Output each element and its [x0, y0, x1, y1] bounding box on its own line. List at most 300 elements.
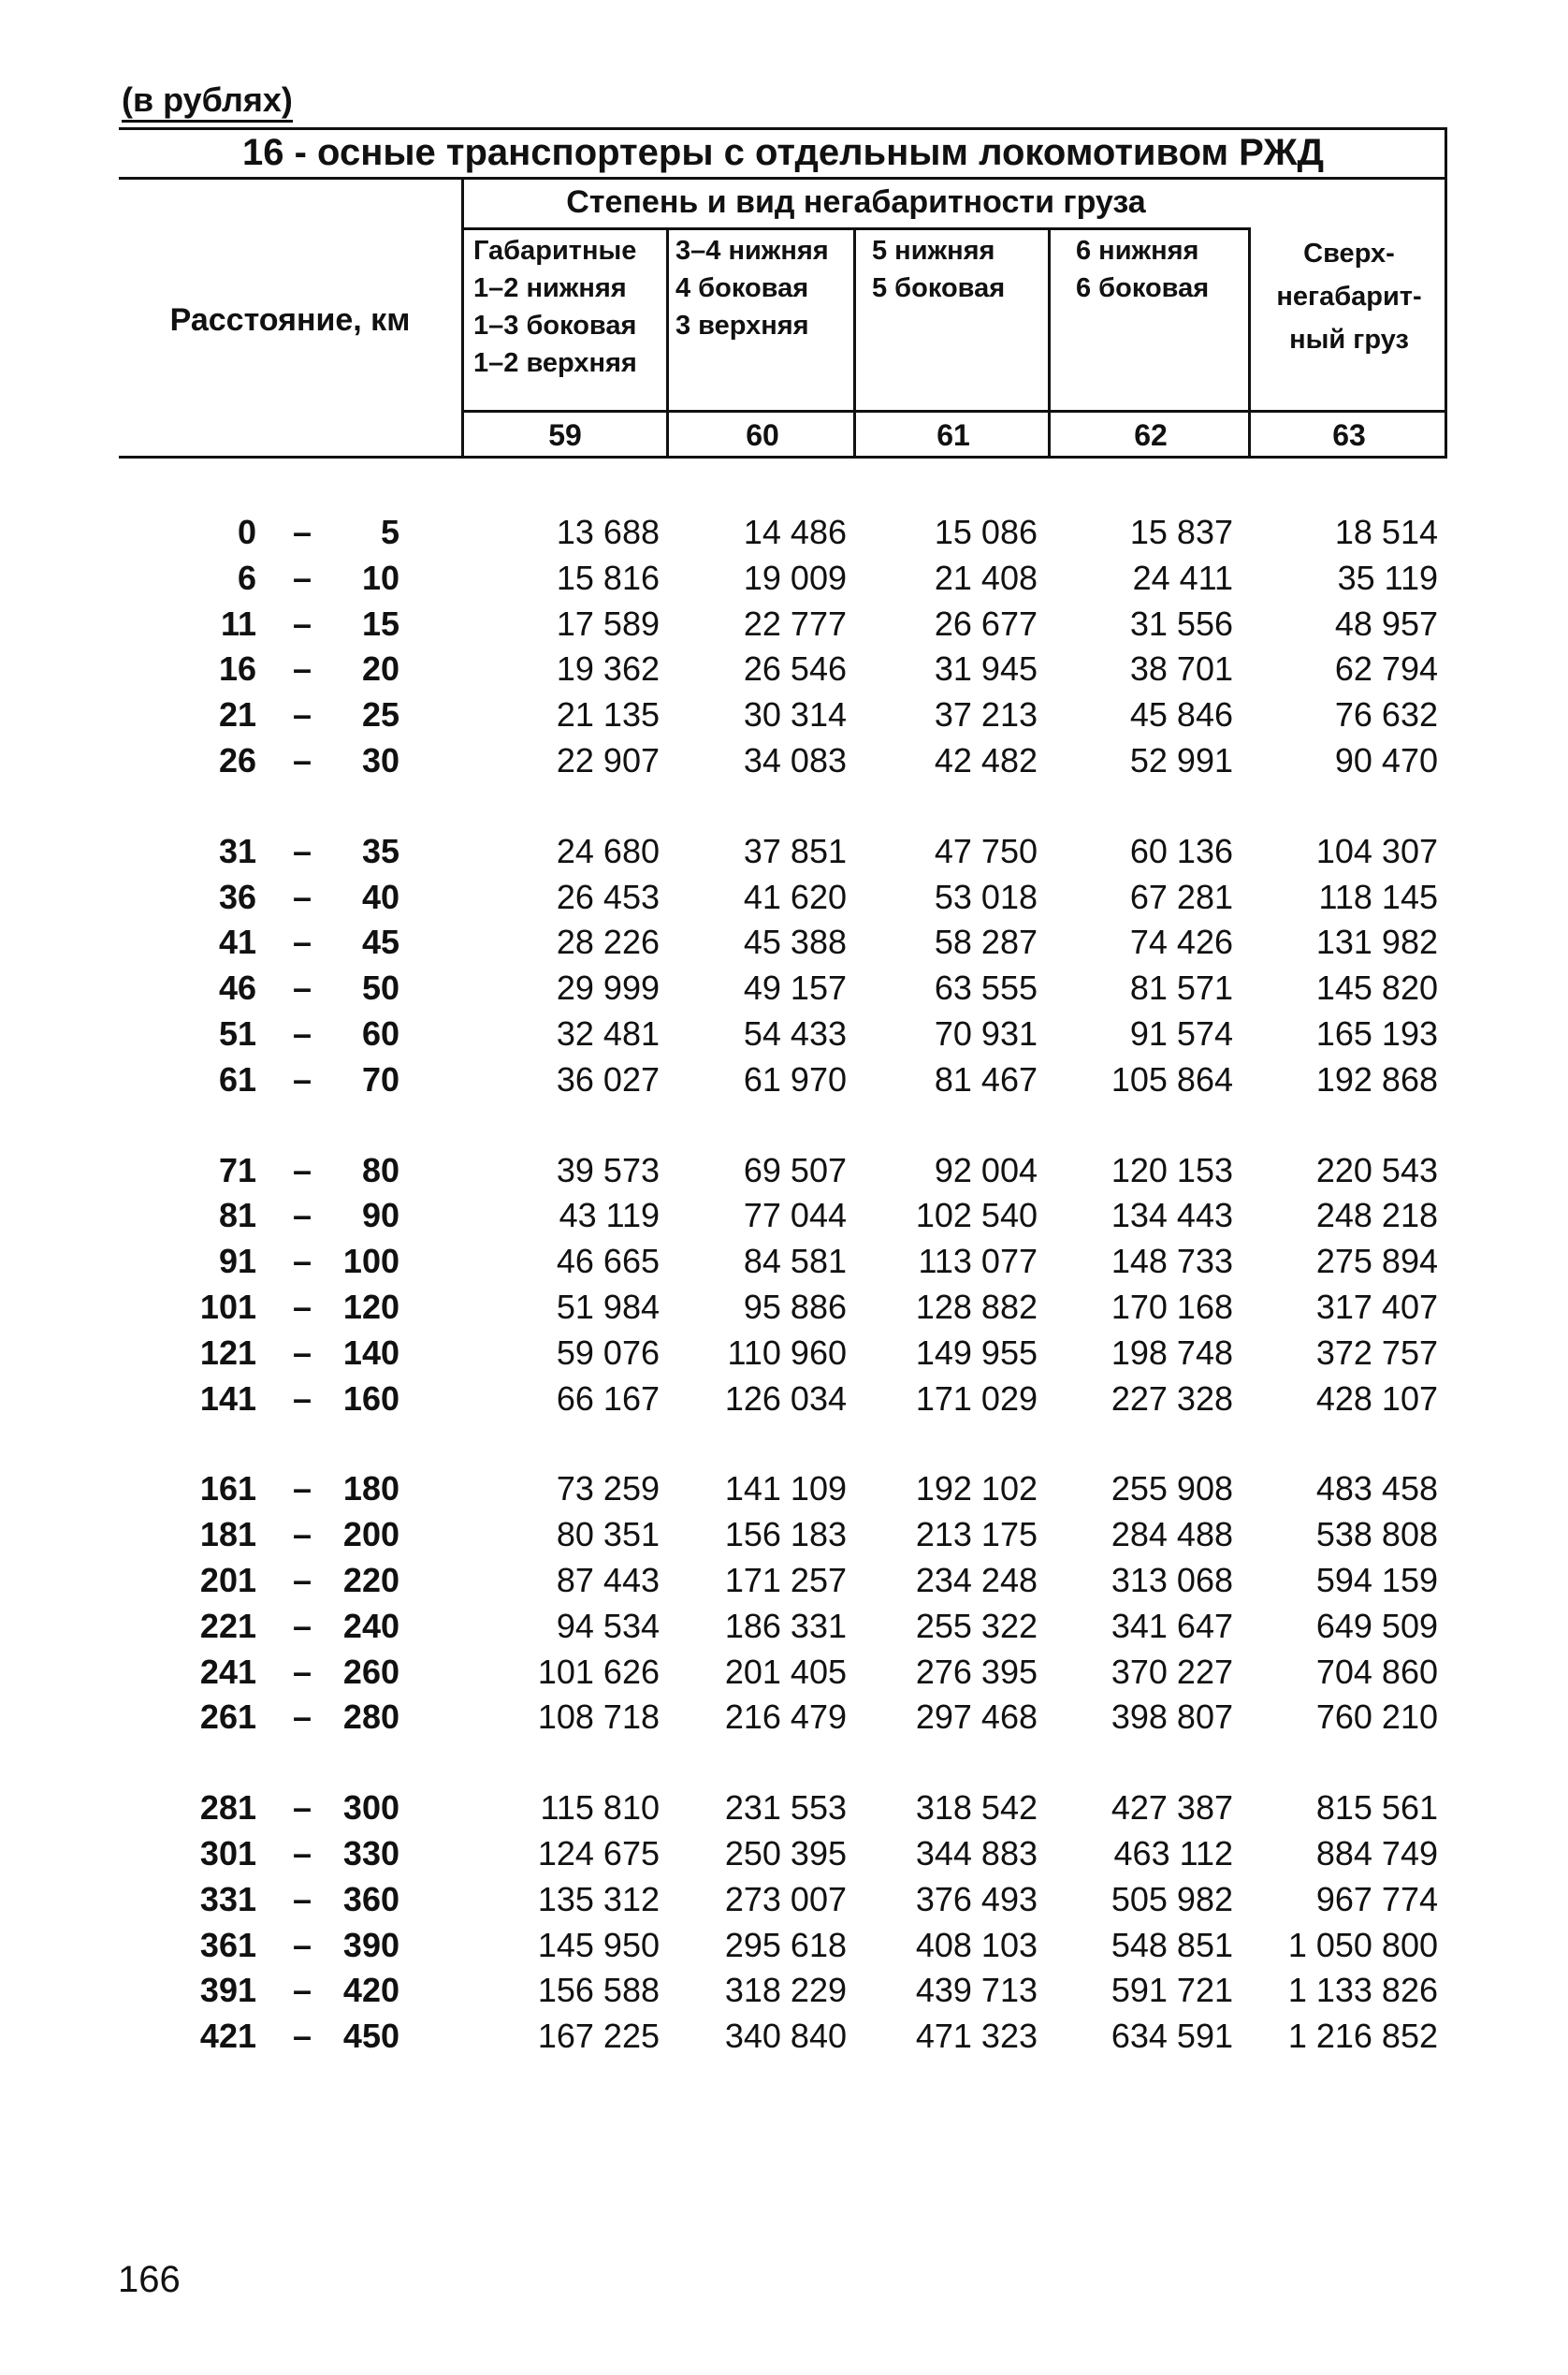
price-cell: 22 907	[556, 740, 660, 780]
price-cell: 149 955	[915, 1333, 1038, 1372]
price-cell: 37 213	[934, 695, 1038, 735]
distance-from: 301	[199, 1833, 256, 1872]
price-cell: 483 458	[1315, 1469, 1438, 1508]
range-dash: –	[292, 1606, 312, 1645]
col-61-line-2: 5 боковая	[872, 273, 1006, 303]
price-cell: 192 102	[915, 1469, 1038, 1508]
distance-to: 200	[342, 1515, 399, 1554]
range-dash: –	[292, 923, 312, 962]
table-row	[119, 1057, 1447, 1103]
range-dash: –	[292, 1879, 312, 1918]
col-60-header	[672, 232, 857, 344]
col-59-line-3: 1–3 боковая	[473, 311, 637, 341]
table-row	[119, 1466, 1447, 1512]
col-60-code: 60	[746, 418, 779, 452]
col-59-line-2: 1–2 нижняя	[473, 273, 627, 303]
row-group	[119, 829, 1447, 1103]
distance-to: 20	[361, 649, 399, 689]
page-number: 166	[118, 2259, 181, 2300]
price-cell: 198 748	[1111, 1333, 1233, 1372]
table-row	[119, 1650, 1447, 1696]
price-cell: 124 675	[537, 1833, 660, 1872]
price-cell: 28 226	[556, 923, 660, 962]
price-cell: 15 837	[1129, 513, 1233, 551]
price-cell: 884 749	[1315, 1833, 1438, 1872]
distance-to: 45	[361, 923, 399, 962]
col-60-line-3: 3 верхняя	[675, 311, 809, 341]
price-cell: 49 157	[743, 969, 847, 1008]
price-cell: 22 777	[743, 604, 847, 643]
price-cell: 1 216 852	[1287, 2017, 1438, 2056]
price-cell: 220 543	[1315, 1150, 1438, 1189]
distance-to: 280	[342, 1697, 399, 1737]
distance-to: 15	[361, 604, 399, 643]
range-dash: –	[292, 1242, 312, 1281]
col-59-code: 59	[548, 418, 582, 452]
table-row	[119, 1512, 1447, 1558]
distance-to: 50	[361, 969, 399, 1008]
table-row	[119, 1377, 1447, 1422]
price-cell: 463 112	[1113, 1833, 1233, 1872]
price-cell: 398 807	[1111, 1697, 1233, 1737]
price-cell: 26 453	[556, 877, 660, 916]
distance-from: 11	[220, 604, 256, 643]
col-61-line-1: 5 нижняя	[872, 236, 995, 266]
price-cell: 594 159	[1315, 1560, 1438, 1599]
price-cell: 84 581	[743, 1242, 847, 1281]
table-row	[119, 1239, 1447, 1285]
distance-to: 70	[361, 1059, 399, 1099]
distance-to: 120	[342, 1287, 399, 1326]
price-cell: 201 405	[724, 1652, 847, 1691]
price-cell: 104 307	[1315, 831, 1438, 870]
range-dash: –	[292, 1652, 312, 1691]
price-cell: 128 882	[915, 1287, 1038, 1326]
distance-to: 140	[342, 1333, 399, 1372]
distance-from: 21	[218, 695, 256, 735]
price-cell: 24 411	[1132, 558, 1233, 597]
distance-to: 60	[361, 1013, 399, 1053]
col-63-header	[1254, 232, 1445, 361]
range-dash: –	[292, 740, 312, 780]
distance-from: 201	[199, 1560, 256, 1599]
distance-to: 260	[342, 1652, 399, 1691]
col-62-header	[1053, 232, 1270, 307]
price-cell: 95 886	[743, 1287, 847, 1326]
price-cell: 81 571	[1129, 969, 1233, 1008]
price-cell: 317 407	[1315, 1287, 1438, 1326]
distance-from: 31	[218, 831, 256, 870]
price-cell: 297 468	[915, 1697, 1038, 1737]
price-cell: 108 718	[537, 1697, 660, 1737]
price-cell: 318 542	[915, 1788, 1038, 1828]
table-row	[119, 1285, 1447, 1331]
price-cell: 156 588	[537, 1971, 660, 2010]
price-cell: 47 750	[934, 831, 1038, 870]
price-cell: 61 970	[743, 1059, 847, 1099]
distance-to: 10	[361, 558, 399, 597]
price-cell: 234 248	[915, 1560, 1038, 1599]
col-63-line-1: Сверх-	[1303, 239, 1395, 269]
price-cell: 344 883	[915, 1833, 1038, 1872]
distance-to: 180	[342, 1469, 399, 1508]
range-dash: –	[292, 1788, 312, 1828]
table-row	[119, 829, 1447, 875]
table-row	[119, 1012, 1447, 1057]
range-dash: –	[292, 1378, 312, 1418]
col-61-code: 61	[936, 418, 970, 452]
price-cell: 634 591	[1111, 2017, 1233, 2056]
table-row	[119, 692, 1447, 738]
price-cell: 31 556	[1129, 604, 1233, 643]
price-cell: 45 846	[1129, 695, 1233, 735]
distance-from: 6	[237, 558, 256, 597]
range-dash: –	[292, 1059, 312, 1099]
col-62-code: 62	[1134, 418, 1168, 452]
price-cell: 340 840	[724, 2017, 847, 2056]
price-cell: 216 479	[724, 1697, 847, 1737]
price-cell: 24 680	[556, 831, 660, 870]
range-dash: –	[292, 1469, 312, 1508]
range-dash: –	[292, 969, 312, 1008]
price-cell: 45 388	[743, 923, 847, 962]
distance-to: 5	[380, 513, 399, 551]
price-cell: 70 931	[934, 1013, 1038, 1053]
distance-to: 25	[361, 695, 399, 735]
price-cell: 408 103	[915, 1925, 1038, 1964]
distance-from: 241	[199, 1652, 256, 1691]
price-cell: 105 864	[1111, 1059, 1233, 1099]
distance-from: 91	[218, 1242, 256, 1281]
price-cell: 135 312	[537, 1879, 660, 1918]
range-dash: –	[292, 1971, 312, 2010]
unit-label: (в рублях)	[122, 80, 293, 120]
row-group	[119, 1466, 1447, 1741]
price-cell: 41 620	[743, 877, 847, 916]
price-cell: 255 908	[1111, 1469, 1233, 1508]
distance-to: 450	[342, 2017, 399, 2056]
price-cell: 156 183	[724, 1515, 847, 1554]
table-row	[119, 738, 1447, 784]
price-cell: 141 109	[724, 1469, 847, 1508]
price-cell: 427 387	[1111, 1788, 1233, 1828]
price-cell: 170 168	[1111, 1287, 1233, 1326]
price-cell: 35 119	[1337, 558, 1438, 597]
price-cell: 548 851	[1111, 1925, 1233, 1964]
price-cell: 341 647	[1111, 1606, 1233, 1645]
price-cell: 428 107	[1315, 1378, 1438, 1418]
table-row	[119, 2014, 1447, 2060]
range-dash: –	[292, 1196, 312, 1235]
price-cell: 34 083	[743, 740, 847, 780]
distance-from: 161	[199, 1469, 256, 1508]
price-cell: 92 004	[934, 1150, 1038, 1189]
price-cell: 471 323	[915, 2017, 1038, 2056]
distance-from: 46	[218, 969, 256, 1008]
distance-to: 360	[342, 1879, 399, 1918]
price-cell: 19 009	[743, 558, 847, 597]
price-cell: 760 210	[1315, 1697, 1438, 1737]
price-cell: 29 999	[556, 969, 660, 1008]
distance-from: 281	[199, 1788, 256, 1828]
distance-from: 41	[218, 923, 256, 962]
price-cell: 91 574	[1129, 1013, 1233, 1053]
table-row	[119, 1558, 1447, 1604]
distance-from: 261	[199, 1697, 256, 1737]
price-cell: 167 225	[537, 2017, 660, 2056]
price-cell: 63 555	[934, 969, 1038, 1008]
table-row	[119, 1923, 1447, 1969]
distance-from: 391	[199, 1971, 256, 2010]
price-cell: 59 076	[556, 1333, 660, 1372]
price-cell: 90 470	[1334, 740, 1438, 780]
price-cell: 276 395	[915, 1652, 1038, 1691]
price-cell: 313 068	[1111, 1560, 1233, 1599]
price-cell: 171 257	[724, 1560, 847, 1599]
price-cell: 118 145	[1318, 877, 1438, 916]
range-dash: –	[292, 1150, 312, 1189]
table-row	[119, 1695, 1447, 1741]
distance-to: 40	[361, 877, 399, 916]
table-row	[119, 1148, 1447, 1194]
price-cell: 102 540	[915, 1196, 1038, 1235]
price-cell: 505 982	[1111, 1879, 1233, 1918]
range-dash: –	[292, 1697, 312, 1737]
table-title: 16 - осные транспортеры с отдельным локомотивом РЖД	[242, 132, 1324, 173]
range-dash: –	[292, 1013, 312, 1053]
col-62-line-1: 6 нижняя	[1076, 236, 1199, 266]
col-60-line-1: 3–4 нижняя	[675, 236, 829, 266]
price-cell: 370 227	[1111, 1652, 1233, 1691]
range-dash: –	[292, 1287, 312, 1326]
table-row	[119, 1785, 1447, 1831]
price-cell: 110 960	[727, 1333, 847, 1372]
price-cell: 74 426	[1129, 923, 1233, 962]
price-cell: 62 794	[1334, 649, 1438, 689]
price-cell: 80 351	[556, 1515, 660, 1554]
col-62-line-2: 6 боковая	[1076, 273, 1210, 303]
price-cell: 704 860	[1315, 1652, 1438, 1691]
distance-from: 61	[218, 1059, 256, 1099]
price-cell: 26 677	[934, 604, 1038, 643]
price-cell: 213 175	[915, 1515, 1038, 1554]
table-row	[119, 602, 1447, 648]
col-59-line-1: Габаритные	[473, 236, 637, 266]
price-cell: 591 721	[1111, 1971, 1233, 2010]
distance-to: 240	[342, 1606, 399, 1645]
distance-from: 71	[218, 1150, 256, 1189]
price-cell: 231 553	[724, 1788, 847, 1828]
distance-from: 361	[199, 1925, 256, 1964]
price-cell: 81 467	[934, 1059, 1038, 1099]
table-row	[119, 966, 1447, 1012]
price-cell: 42 482	[934, 740, 1038, 780]
price-cell: 51 984	[556, 1287, 660, 1326]
price-cell: 19 362	[556, 649, 660, 689]
price-cell: 295 618	[724, 1925, 847, 1964]
price-cell: 967 774	[1315, 1879, 1438, 1918]
range-dash: –	[292, 1833, 312, 1872]
price-cell: 77 044	[743, 1196, 847, 1235]
table-row	[119, 647, 1447, 692]
distance-from: 331	[199, 1879, 256, 1918]
price-cell: 69 507	[743, 1150, 847, 1189]
distance-from: 0	[237, 513, 256, 551]
price-cell: 126 034	[724, 1378, 847, 1418]
price-cell: 227 328	[1111, 1378, 1233, 1418]
price-cell: 14 486	[743, 513, 847, 551]
price-cell: 17 589	[556, 604, 660, 643]
price-cell: 76 632	[1334, 695, 1438, 735]
price-cell: 87 443	[556, 1560, 660, 1599]
price-cell: 94 534	[556, 1606, 660, 1645]
table-row	[119, 875, 1447, 921]
range-dash: –	[292, 831, 312, 870]
price-cell: 538 808	[1315, 1515, 1438, 1554]
distance-from: 51	[218, 1013, 256, 1053]
price-cell: 15 086	[934, 513, 1038, 551]
range-dash: –	[292, 1925, 312, 1964]
price-cell: 66 167	[556, 1378, 660, 1418]
price-cell: 186 331	[724, 1606, 847, 1645]
price-cell: 318 229	[724, 1971, 847, 2010]
price-cell: 21 408	[934, 558, 1038, 597]
price-cell: 32 481	[556, 1013, 660, 1053]
price-cell: 21 135	[556, 695, 660, 735]
table-body	[119, 510, 1447, 2105]
range-dash: –	[292, 2017, 312, 2056]
price-cell: 53 018	[934, 877, 1038, 916]
table-row	[119, 510, 1447, 556]
price-cell: 54 433	[743, 1013, 847, 1053]
row-group	[119, 510, 1447, 784]
table-row	[119, 556, 1447, 602]
price-cell: 192 868	[1315, 1059, 1438, 1099]
price-cell: 30 314	[743, 695, 847, 735]
price-cell: 131 982	[1315, 923, 1438, 962]
range-dash: –	[292, 1560, 312, 1599]
distance-to: 420	[342, 1971, 399, 2010]
price-cell: 649 509	[1315, 1606, 1438, 1645]
price-cell: 171 029	[915, 1378, 1038, 1418]
range-dash: –	[292, 695, 312, 735]
price-cell: 145 950	[537, 1925, 660, 1964]
price-cell: 58 287	[934, 923, 1038, 962]
price-cell: 67 281	[1129, 877, 1233, 916]
range-dash: –	[292, 1515, 312, 1554]
distance-to: 30	[361, 740, 399, 780]
price-cell: 26 546	[743, 649, 847, 689]
price-cell: 31 945	[934, 649, 1038, 689]
price-cell: 46 665	[556, 1242, 660, 1281]
distance-to: 90	[361, 1196, 399, 1235]
price-cell: 439 713	[915, 1971, 1038, 2010]
price-cell: 39 573	[556, 1150, 660, 1189]
col-63-code: 63	[1332, 418, 1366, 452]
price-cell: 120 153	[1111, 1150, 1233, 1189]
distance-to: 35	[361, 831, 399, 870]
distance-from: 121	[199, 1333, 256, 1372]
table-header	[119, 127, 1447, 459]
col-63-line-2: негабарит-	[1276, 282, 1422, 312]
range-dash: –	[292, 604, 312, 643]
row-group	[119, 1785, 1447, 2060]
table-row	[119, 920, 1447, 966]
table-row	[119, 1877, 1447, 1923]
price-cell: 275 894	[1315, 1242, 1438, 1281]
price-cell: 43 119	[559, 1196, 660, 1235]
distance-header: Расстояние, км	[169, 302, 411, 338]
price-cell: 376 493	[915, 1879, 1038, 1918]
range-dash: –	[292, 649, 312, 689]
row-group	[119, 1148, 1447, 1422]
price-cell: 148 733	[1111, 1242, 1233, 1281]
price-cell: 165 193	[1315, 1013, 1438, 1053]
price-cell: 37 851	[743, 831, 847, 870]
price-cell: 52 991	[1129, 740, 1233, 780]
col-59-header	[464, 232, 675, 382]
range-dash: –	[292, 877, 312, 916]
distance-from: 141	[199, 1378, 256, 1418]
price-cell: 38 701	[1129, 649, 1233, 689]
table-row	[119, 1193, 1447, 1239]
distance-from: 221	[199, 1606, 256, 1645]
distance-from: 26	[218, 740, 256, 780]
col-59-line-4: 1–2 верхняя	[473, 348, 637, 378]
table-row	[119, 1604, 1447, 1650]
price-cell: 18 514	[1334, 513, 1438, 551]
price-cell: 101 626	[537, 1652, 660, 1691]
col-60-line-2: 4 боковая	[675, 273, 809, 303]
price-cell: 273 007	[724, 1879, 847, 1918]
price-cell: 48 957	[1334, 604, 1438, 643]
price-cell: 815 561	[1315, 1788, 1438, 1828]
price-cell: 36 027	[556, 1059, 660, 1099]
col-63-line-3: ный груз	[1289, 325, 1409, 355]
distance-to: 100	[342, 1242, 399, 1281]
distance-to: 160	[342, 1378, 399, 1418]
price-cell: 1 133 826	[1287, 1971, 1438, 2010]
distance-to: 330	[342, 1833, 399, 1872]
distance-from: 36	[218, 877, 256, 916]
price-cell: 60 136	[1129, 831, 1233, 870]
distance-from: 421	[199, 2017, 256, 2056]
range-dash: –	[292, 1333, 312, 1372]
table-row	[119, 1331, 1447, 1377]
price-cell: 284 488	[1111, 1515, 1233, 1554]
price-cell: 145 820	[1315, 969, 1438, 1008]
price-cell: 113 077	[918, 1242, 1038, 1281]
distance-from: 181	[199, 1515, 256, 1554]
distance-from: 101	[199, 1287, 256, 1326]
price-cell: 73 259	[556, 1469, 660, 1508]
distance-from: 81	[218, 1196, 256, 1235]
group-header: Степень и вид негабаритности груза	[566, 184, 1146, 220]
header-bottom-rule	[119, 456, 461, 459]
distance-to: 220	[342, 1560, 399, 1599]
distance-to: 390	[342, 1925, 399, 1964]
range-dash: –	[292, 513, 312, 551]
distance-from: 16	[218, 649, 256, 689]
price-cell: 134 443	[1111, 1196, 1233, 1235]
price-cell: 248 218	[1315, 1196, 1438, 1235]
price-cell: 13 688	[556, 513, 660, 551]
price-cell: 1 050 800	[1287, 1925, 1438, 1964]
price-cell: 255 322	[915, 1606, 1038, 1645]
range-dash: –	[292, 558, 312, 597]
price-cell: 250 395	[724, 1833, 847, 1872]
col-61-header	[859, 232, 1061, 307]
